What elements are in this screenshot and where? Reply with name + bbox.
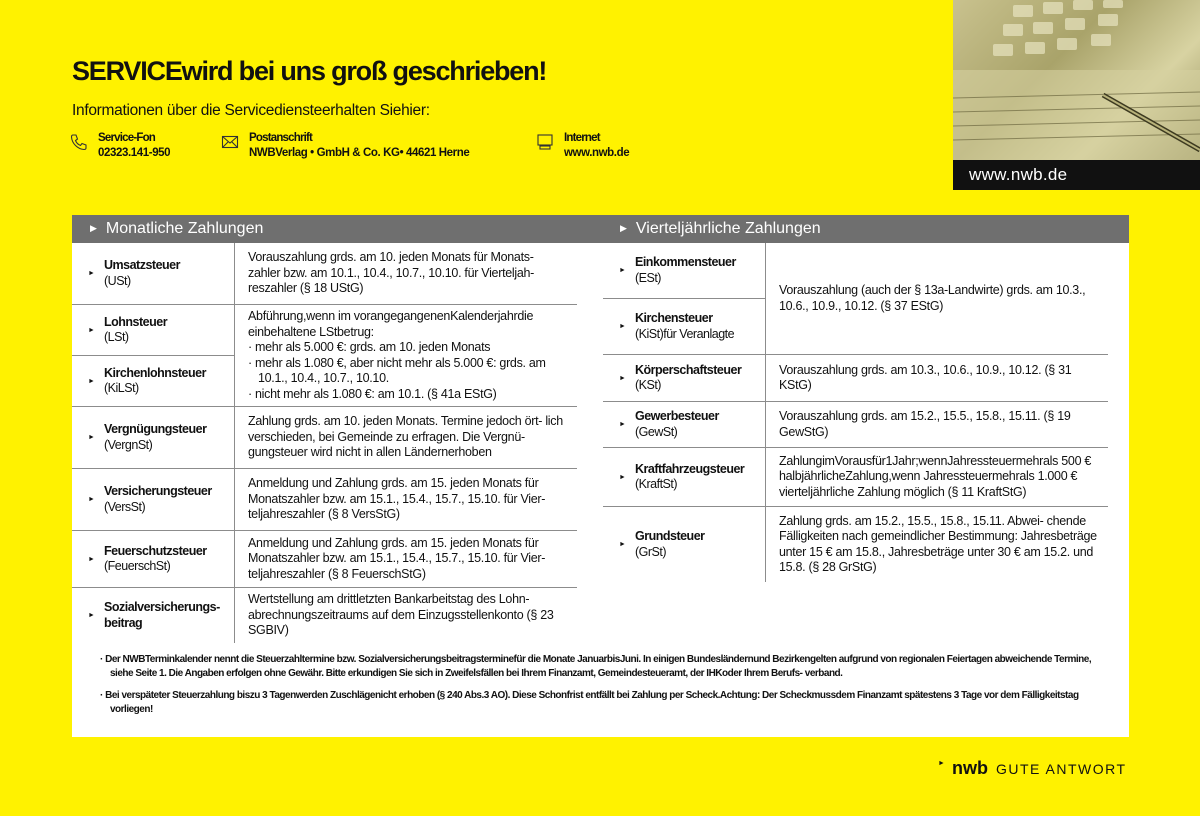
tax-abbr: (GrSt) xyxy=(635,544,667,559)
tax-name: Kirchensteuer xyxy=(635,311,713,325)
url-banner: www.nwb.de xyxy=(953,160,1200,190)
tax-name: Kraftfahrzeugsteuer xyxy=(635,461,745,476)
logo-brand: nwb xyxy=(952,758,988,778)
quarterly-section-title: ▶ Vierteljährliche Zahlungen xyxy=(620,220,821,238)
tax-description: Vorauszahlung grds. am 10. jeden Monats für Monats- zahler bzw. am 10.1., 10.4., 10.7., 10.10. für Vierteljah- reszahler (§ 18 UStG) xyxy=(248,250,535,296)
tax-description: Wertstellung am drittletzten Bankarbeitstag des Lohn- abrechnungszeitraums auf dem Einzugsstellenkonto (§ 23 SGBIV) xyxy=(248,592,554,638)
monthly-table xyxy=(72,243,577,643)
tax-name: Körperschaftsteuer xyxy=(635,362,742,377)
contact-phone-value: 02323.141-950 xyxy=(98,147,171,159)
card-header xyxy=(72,215,1129,243)
table-row xyxy=(603,448,1108,507)
bullet-icon: ► xyxy=(619,541,626,548)
tax-name: Umsatzsteuer xyxy=(104,258,180,272)
tax-abbr: (KiSt)für Veranlagte xyxy=(635,326,735,341)
phone-icon xyxy=(70,133,88,151)
tax-abbr: (KSt) xyxy=(635,378,661,392)
tax-abbr: (FeuerschSt) xyxy=(104,559,171,573)
quarterly-table xyxy=(603,243,1108,582)
tax-name: Einkommensteuer xyxy=(635,255,736,269)
envelope-icon xyxy=(221,133,239,151)
contact-phone xyxy=(70,131,170,161)
tax-abbr: beitrag xyxy=(104,615,143,630)
bullet-icon: ► xyxy=(88,377,95,385)
table-row xyxy=(603,402,1108,448)
tax-abbr: (USt) xyxy=(104,273,131,288)
contact-internet-value: www.nwb.de xyxy=(564,147,630,159)
tax-name: Sozialversicherungs- xyxy=(104,600,220,614)
tax-name: Lohnsteuer xyxy=(104,314,168,329)
tax-abbr: (VergnSt) xyxy=(104,437,153,452)
bullet-icon: ► xyxy=(619,374,626,382)
nwb-logo xyxy=(938,758,1127,779)
logo-triangle-icon: ► xyxy=(938,760,945,767)
bullet-icon: ► xyxy=(619,323,626,330)
bullet-icon: ► xyxy=(619,267,626,274)
table-row xyxy=(72,305,577,407)
table-row xyxy=(72,588,577,643)
contact-internet xyxy=(536,131,629,161)
bullet-icon: ► xyxy=(88,326,95,334)
tax-description: Anmeldung und Zahlung grds. am 15. jeden Monats für Monatszahler bzw. am 15.1., 15.4., 15.7., 15.10. für Vier- teljahreszahler (§ 8 FeuerschStG) xyxy=(248,535,546,581)
bullet-icon: ► xyxy=(88,555,95,563)
tax-description: Vorauszahlung grds. am 15.2., 15.5., 15.8., 15.11. (§ 19 GewStG) xyxy=(779,409,1071,439)
tax-description: Vorauszahlung grds. am 10.3., 10.6., 10.9., 10.12. (§ 31 KStG) xyxy=(779,362,1072,392)
table-row xyxy=(72,407,577,469)
table-row xyxy=(72,531,577,588)
computer-icon xyxy=(536,133,554,151)
tax-description: Zahlung grds. am 10. jeden Monats. Termine jedoch ört- lich verschieden, bei Gemeinde zu erfragen. Die Vergnü- gungsteuer wird nicht in allen Ländernerhoben xyxy=(248,414,563,460)
monthly-section-title: ▶ Monatliche Zahlungen xyxy=(90,220,263,238)
threshold-item: · mehr als 5.000 €: grds. am 10. jeden Monats xyxy=(248,340,491,354)
tax-name: Gewerbesteuer xyxy=(635,409,719,423)
tax-abbr: (ESt) xyxy=(635,270,661,285)
tax-description: Anmeldung und Zahlung grds. am 15. jeden Monats für Monatszahler bzw. am 15.1., 15.4., 15.7., 15.10. für Vier- teljahreszahler (§ 8 VersStG) xyxy=(248,476,546,522)
tax-description: ZahlungimVorausfür1Jahr;wennJahressteuermehrals 500 € halbjährlicheZahlung,wenn Jahressteuermehrals 1.000 € vierteljährliche Zahlung möglich (§ 11 KraftStG) xyxy=(779,453,1092,499)
tax-name: Feuerschutzsteuer xyxy=(104,543,207,558)
bullet-icon: ► xyxy=(619,473,626,481)
contact-phone-label: Service-Fon xyxy=(98,132,156,144)
threshold-item: · mehr als 1.080 €, aber nicht mehr als 5.000 €: grds. am 10.1., 10.4., 10.7., 10.10. xyxy=(248,355,546,385)
footnotes xyxy=(100,653,1115,725)
footnote: · Der NWBTerminkalender nennt die Steuerzahltermine bzw. Sozialversicherungsbeitragsterminefür die Monate JanuarbisJuni. In einigen Bundesländernund Bezirkengelten aufgrund von regionalen Feiertagen abweichende Termine, siehe Seite 1. Die Angaben erfolgen ohne Gewähr. Bitte erkundigen Sie sich in Zweifelsfällen bei Ihrem Finanzamt, Gemeindesteueramt, der IHKoder Ihrem Berufs- verband. xyxy=(100,654,1092,679)
threshold-item: · nicht mehr als 1.080 €: am 10.1. (§ 41a EStG) xyxy=(248,386,497,401)
table-row xyxy=(603,243,1108,355)
bullet-icon: ► xyxy=(88,496,95,503)
table-row xyxy=(72,469,577,531)
subline: Informationen über die Servicediensteerhalten Siehier: xyxy=(72,102,430,119)
contact-internet-label: Internet xyxy=(564,132,600,144)
tax-abbr: (KraftSt) xyxy=(635,477,678,491)
footnote: · Bei verspäteter Steuerzahlung biszu 3 Tagenwerden Zuschlägenicht erhoben (§ 240 Abs.3 AO). Diese Schonfrist entfällt bei Zahlung per Scheck.Achtung: Der Scheckmussdem Finanzamt spätestens 3 Tage vor dem Fälligkeitstag vorliegen! xyxy=(100,690,1079,715)
headline: SERVICEwird bei uns groß geschrieben! xyxy=(72,56,547,86)
bullet-icon: ► xyxy=(88,434,95,441)
table-row xyxy=(603,507,1108,582)
contact-mail-value: NWBVerlag • GmbH & Co. KG• 44621 Herne xyxy=(249,147,470,159)
tax-description: Zahlung grds. am 15.2., 15.5., 15.8., 15.11. Abwei- chende Fälligkeiten nach gemeindlicher Bestimmung: Jahresbeträge unter 15 € am 15.8., Jahresbeträge unter 30 € am 15.2. und 15.8. (§ 28 GrStG) xyxy=(779,513,1097,574)
tax-abbr: (LSt) xyxy=(104,330,129,344)
tax-name: Grundsteuer xyxy=(635,529,705,543)
tax-abbr: (GewSt) xyxy=(635,424,678,439)
tax-name: Vergnügungsteuer xyxy=(104,422,207,436)
tax-abbr: (VersSt) xyxy=(104,499,146,514)
bullet-icon: ► xyxy=(619,421,626,428)
table-row xyxy=(72,243,577,305)
tax-name: Versicherungsteuer xyxy=(104,484,212,498)
tax-name: Kirchenlohnsteuer xyxy=(104,365,206,380)
contact-mail xyxy=(221,131,469,161)
tax-description: Vorauszahlung (auch der § 13a-Landwirte) grds. am 10.3., 10.6., 10.9., 10.12. (§ 37 EStG) xyxy=(779,283,1086,313)
table-row xyxy=(603,355,1108,402)
tax-description: Abführung,wenn im vorangegangenenKalenderjahrdie einbehaltene LStbetrug: xyxy=(248,309,534,339)
logo-tagline: GUTE ANTWORT xyxy=(996,761,1127,777)
calculator-photo xyxy=(953,0,1200,160)
contact-mail-label: Postanschrift xyxy=(249,132,313,144)
bullet-icon: ► xyxy=(88,612,95,619)
tax-abbr: (KiLSt) xyxy=(104,381,139,395)
bullet-icon: ► xyxy=(88,270,95,277)
